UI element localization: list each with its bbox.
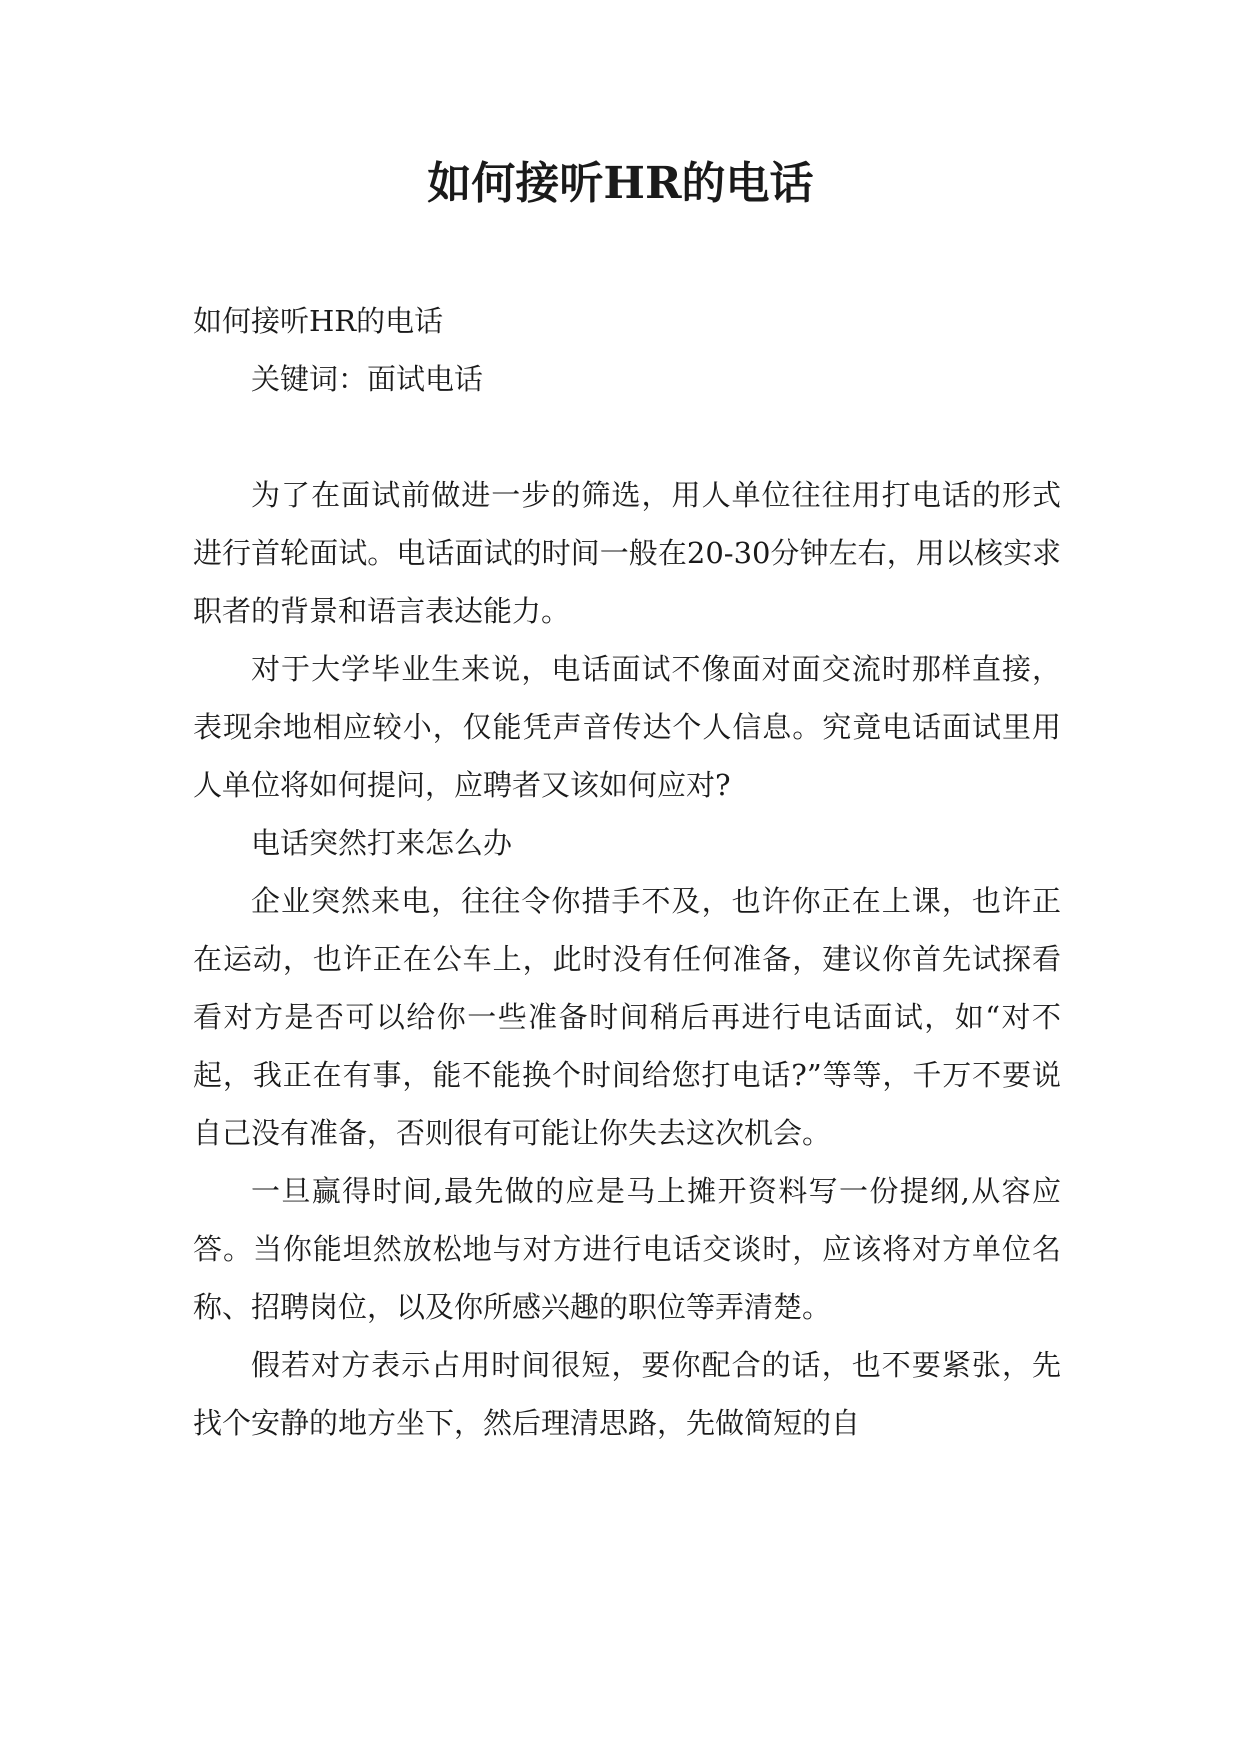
paragraph-prepare-outline: 一旦赢得时间,最先做的应是马上摊开资料写一份提纲,从容应答。当你能坦然放松地与对方进行电话交谈时，应该将对方单位名称、招聘岗位，以及你所感兴趣的职位等弄清楚。 [193,1174,1061,1324]
document-title: 如何接听HR的电话 [427,158,814,209]
keywords-line: 关键词：面试电话 [251,362,484,396]
document-body [193,292,1061,1452]
paragraph-intro: 为了在面试前做进一步的筛选，用人单位往往用打电话的形式进行首轮面试。电话面试的时间一般在20-30分钟左右，用以核实求职者的背景和语言表达能力。 [193,478,1061,628]
paragraph-sudden-call: 企业突然来电，往往令你措手不及，也许你正在上课，也许正在运动，也许正在公车上，此时没有任何准备，建议你首先试探看看对方是否可以给你一些准备时间稍后再进行电话面试，如“对不起，我正在有事，能不能换个时间给您打电话?”等等，千万不要说自己没有准备，否则很有可能让你失去这次机会。 [193,884,1061,1150]
blank-line [193,408,1061,466]
section-heading-sudden-call: 电话突然打来怎么办 [251,826,513,860]
paragraph-short-time: 假若对方表示占用时间很短，要你配合的话，也不要紧张，先找个安静的地方坐下，然后理清思路，先做简短的自 [193,1348,1061,1440]
document-subtitle: 如何接听HR的电话 [193,304,444,338]
paragraph-graduates: 对于大学毕业生来说，电话面试不像面对面交流时那样直接，表现余地相应较小，仅能凭声音传达个人信息。究竟电话面试里用人单位将如何提问，应聘者又该如何应对? [193,652,1061,802]
